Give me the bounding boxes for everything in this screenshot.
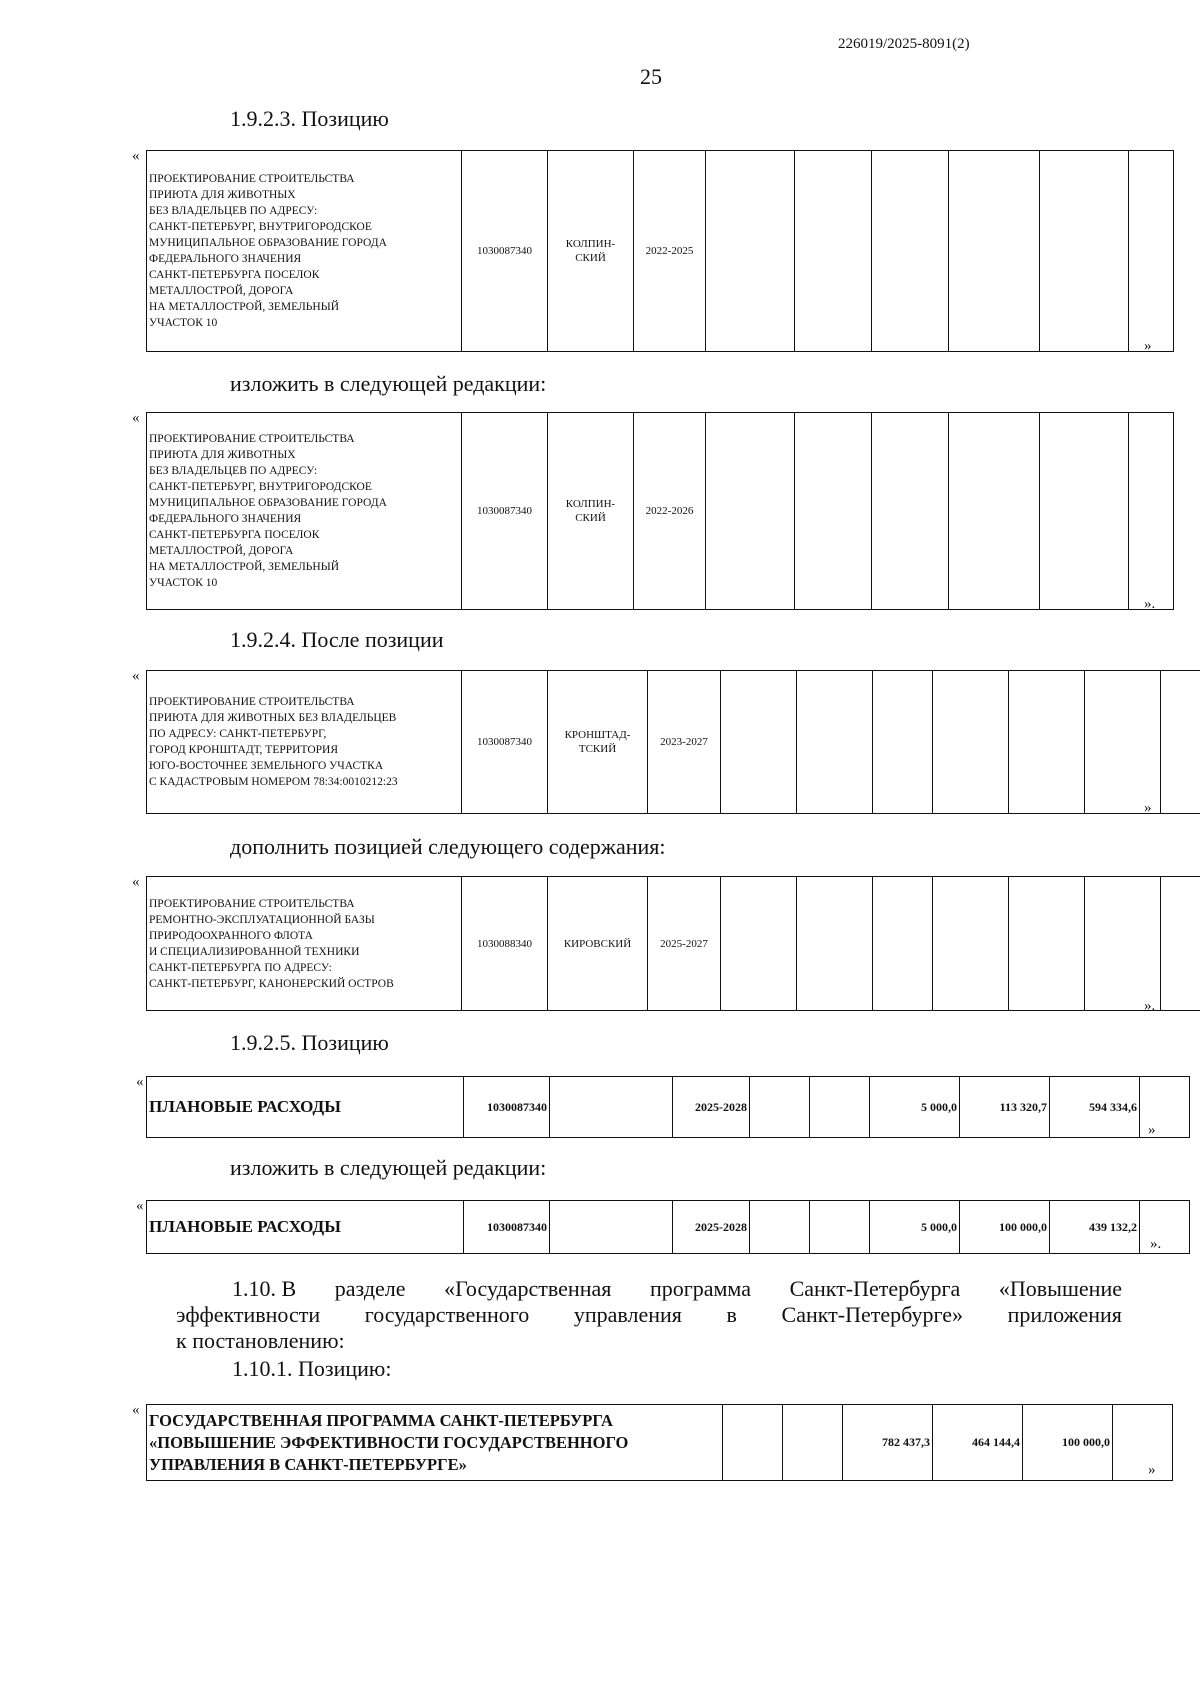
row-value-1: 5 000,0 <box>870 1077 960 1138</box>
empty-cell <box>721 671 797 814</box>
empty-cell <box>1009 671 1085 814</box>
empty-cell <box>721 877 797 1011</box>
table-row-1 <box>146 150 1174 352</box>
row-years: 2022-2025 <box>634 151 706 352</box>
row-code: 1030087340 <box>464 1077 550 1138</box>
quote-close: ». <box>1150 1236 1162 1252</box>
row-code: 1030087340 <box>462 413 548 610</box>
page-number: 25 <box>640 64 662 89</box>
empty-cell <box>872 413 949 610</box>
quote-close: » <box>1148 1122 1156 1138</box>
empty-cell <box>550 1201 673 1254</box>
quote-open: « <box>132 874 140 890</box>
quote-open: « <box>132 1402 140 1418</box>
row-name: ПРОЕКТИРОВАНИЕ СТРОИТЕЛЬСТВА ПРИЮТА ДЛЯ ЖИВОТНЫХ БЕЗ ВЛАДЕЛЬЦЕВ ПО АДРЕСУ: САНКТ-ПЕТЕРБУРГ, ГОРОД КРОНШТАДТ, ТЕРРИТОРИЯ ЮГО-ВОСТОЧНЕЕ ЗЕМЕЛЬНОГО УЧАСТКА С КАДАСТРОВЫМ НОМЕРОМ 78:34:0010212:23 <box>147 671 462 814</box>
quote-open: « <box>136 1074 144 1090</box>
table-row-4 <box>146 876 1200 1011</box>
table-row-2 <box>146 412 1174 610</box>
section-heading-1925: 1.9.2.5. Позицию <box>230 1030 389 1055</box>
row-name: ПРОЕКТИРОВАНИЕ СТРОИТЕЛЬСТВА ПРИЮТА ДЛЯ ЖИВОТНЫХ БЕЗ ВЛАДЕЛЬЦЕВ ПО АДРЕСУ: САНКТ-ПЕТЕРБУРГ, ВНУТРИГОРОДСКОЕ МУНИЦИПАЛЬНОЕ ОБРАЗОВАНИЕ ГОРОДА ФЕДЕРАЛЬНОГО ЗНАЧЕНИЯ САНКТ-ПЕТЕРБУРГА ПОСЕЛОК МЕТАЛЛОСТРОЙ, ДОРОГА НА МЕТАЛЛОСТРОЙ, ЗЕМЕЛЬНЫЙ УЧАСТОК 10 <box>147 413 462 610</box>
empty-cell <box>1161 671 1200 814</box>
empty-cell <box>1040 413 1129 610</box>
empty-cell <box>1129 151 1174 352</box>
empty-cell <box>723 1405 783 1481</box>
quote-close: ». <box>1144 998 1156 1014</box>
instruction-edit-1: изложить в следующей редакции: <box>230 371 547 396</box>
empty-cell <box>550 1077 673 1138</box>
quote-open: « <box>132 668 140 684</box>
quote-close: » <box>1148 1462 1156 1478</box>
empty-cell <box>1129 413 1174 610</box>
empty-cell <box>797 671 873 814</box>
row-name: ПРОЕКТИРОВАНИЕ СТРОИТЕЛЬСТВА РЕМОНТНО-ЭКСПЛУАТАЦИОННОЙ БАЗЫ ПРИРОДООХРАННОГО ФЛОТА И СПЕЦИАЛИЗИРОВАННОЙ ТЕХНИКИ САНКТ-ПЕТЕРБУРГА ПО АДРЕСУ: САНКТ-ПЕТЕРБУРГ, КАНОНЕРСКИЙ ОСТРОВ <box>147 877 462 1011</box>
empty-cell <box>933 877 1009 1011</box>
row-years: 2025-2027 <box>648 877 721 1011</box>
row-name: ПЛАНОВЫЕ РАСХОДЫ <box>147 1077 464 1138</box>
section-heading-1101: 1.10.1. Позицию: <box>232 1356 392 1381</box>
row-value-1: 782 437,3 <box>843 1405 933 1481</box>
table-row-3 <box>146 670 1200 814</box>
row-value-2: 100 000,0 <box>960 1201 1050 1254</box>
row-code: 1030088340 <box>462 877 548 1011</box>
instruction-edit-2: изложить в следующей редакции: <box>230 1155 547 1180</box>
paragraph-110: 1.10. В разделе «Государственная программа Санкт-Петербурга «Повышение эффективности государственного управления в Санкт-Петербурге» приложения к постановлению: <box>176 1276 1122 1353</box>
empty-cell <box>1085 671 1161 814</box>
row-code: 1030087340 <box>462 671 548 814</box>
row-value-1: 5 000,0 <box>870 1201 960 1254</box>
empty-cell <box>810 1077 870 1138</box>
row-value-3: 100 000,0 <box>1023 1405 1113 1481</box>
empty-cell <box>750 1201 810 1254</box>
row-name: ПЛАНОВЫЕ РАСХОДЫ <box>147 1201 464 1254</box>
quote-open: « <box>132 410 140 426</box>
empty-cell <box>933 671 1009 814</box>
row-years: 2022-2026 <box>634 413 706 610</box>
table-row-7 <box>146 1404 1173 1481</box>
row-value-2: 113 320,7 <box>960 1077 1050 1138</box>
quote-open: « <box>132 148 140 164</box>
row-years: 2025-2028 <box>673 1201 750 1254</box>
empty-cell <box>810 1201 870 1254</box>
quote-close: » <box>1144 338 1152 354</box>
empty-cell <box>795 151 872 352</box>
quote-open: « <box>136 1198 144 1214</box>
empty-cell <box>797 877 873 1011</box>
row-years: 2023-2027 <box>648 671 721 814</box>
instruction-add: дополнить позицией следующего содержания: <box>230 834 666 859</box>
row-code: 1030087340 <box>464 1201 550 1254</box>
row-district: КОЛПИН- СКИЙ <box>548 151 634 352</box>
row-value-2: 464 144,4 <box>933 1405 1023 1481</box>
row-district: КИРОВСКИЙ <box>548 877 648 1011</box>
empty-cell <box>872 151 949 352</box>
empty-cell <box>1161 877 1200 1011</box>
empty-cell <box>1040 151 1129 352</box>
row-name: ГОСУДАРСТВЕННАЯ ПРОГРАММА САНКТ-ПЕТЕРБУРГА «ПОВЫШЕНИЕ ЭФФЕКТИВНОСТИ ГОСУДАРСТВЕННОГО УПРАВЛЕНИЯ В САНКТ-ПЕТЕРБУРГЕ» <box>147 1405 723 1481</box>
empty-cell <box>750 1077 810 1138</box>
row-years: 2025-2028 <box>673 1077 750 1138</box>
quote-close: » <box>1144 800 1152 816</box>
empty-cell <box>873 877 933 1011</box>
empty-cell <box>795 413 872 610</box>
empty-cell <box>1140 1201 1190 1254</box>
row-name: ПРОЕКТИРОВАНИЕ СТРОИТЕЛЬСТВА ПРИЮТА ДЛЯ ЖИВОТНЫХ БЕЗ ВЛАДЕЛЬЦЕВ ПО АДРЕСУ: САНКТ-ПЕТЕРБУРГ, ВНУТРИГОРОДСКОЕ МУНИЦИПАЛЬНОЕ ОБРАЗОВАНИЕ ГОРОДА ФЕДЕРАЛЬНОГО ЗНАЧЕНИЯ САНКТ-ПЕТЕРБУРГА ПОСЕЛОК МЕТАЛЛОСТРОЙ, ДОРОГА НА МЕТАЛЛОСТРОЙ, ЗЕМЕЛЬНЫЙ УЧАСТОК 10 <box>147 151 462 352</box>
row-code: 1030087340 <box>462 151 548 352</box>
empty-cell <box>1085 877 1161 1011</box>
empty-cell <box>706 413 795 610</box>
empty-cell <box>949 413 1040 610</box>
empty-cell <box>706 151 795 352</box>
section-heading-1924: 1.9.2.4. После позиции <box>230 627 444 652</box>
empty-cell <box>1113 1405 1173 1481</box>
empty-cell <box>949 151 1040 352</box>
quote-close: ». <box>1144 596 1156 612</box>
document-id: 226019/2025-8091(2) <box>838 36 970 52</box>
table-row-5 <box>146 1076 1190 1138</box>
empty-cell <box>783 1405 843 1481</box>
row-value-3: 439 132,2 <box>1050 1201 1140 1254</box>
row-district: КОЛПИН- СКИЙ <box>548 413 634 610</box>
empty-cell <box>1009 877 1085 1011</box>
empty-cell <box>873 671 933 814</box>
table-row-6 <box>146 1200 1190 1254</box>
section-heading-1923: 1.9.2.3. Позицию <box>230 106 389 131</box>
row-value-3: 594 334,6 <box>1050 1077 1140 1138</box>
empty-cell <box>1140 1077 1190 1138</box>
row-district: КРОНШТАД- ТСКИЙ <box>548 671 648 814</box>
